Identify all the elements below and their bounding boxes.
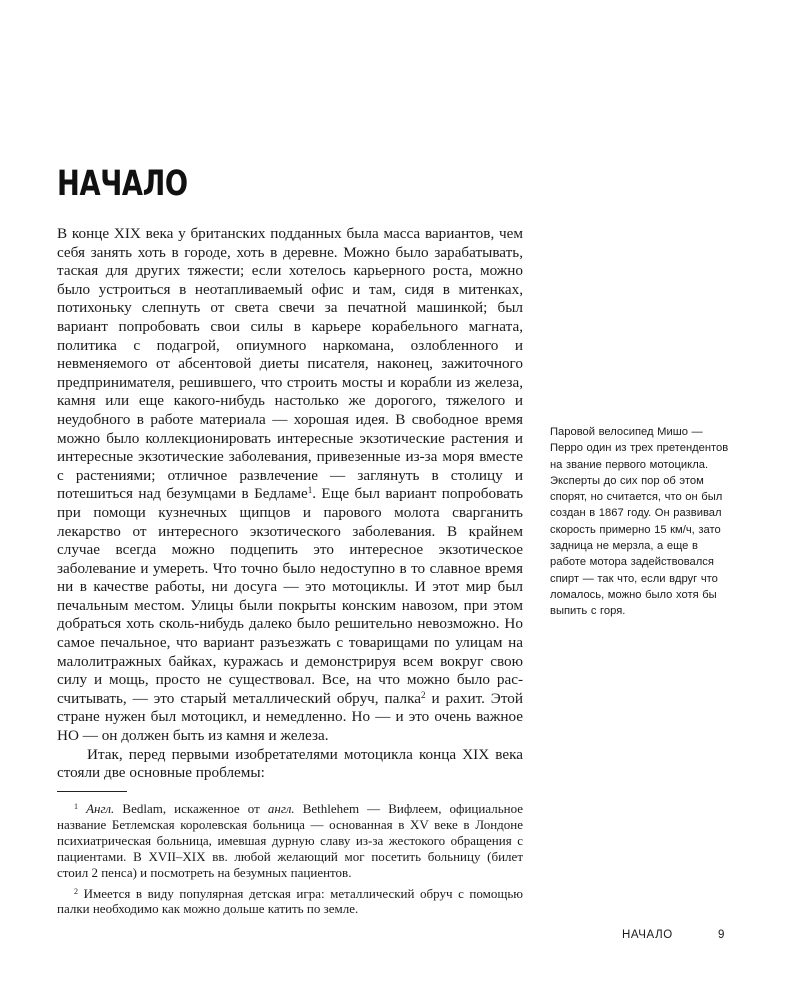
page-number: 9 (718, 929, 725, 941)
paragraph (57, 225, 523, 746)
footnote-text: Bedlam, искаженное от (114, 801, 268, 816)
page-footer (622, 929, 725, 941)
paragraph: Итак, перед первыми изобретателями мотоцикла конца XIX века стояли две основные проблемы: (57, 745, 523, 782)
footnote-reference[interactable]: 2 (421, 689, 426, 700)
footnote-italic-text: Англ. (86, 801, 115, 816)
footnote-divider (57, 791, 127, 792)
chapter-title: НАЧАЛО (57, 164, 188, 204)
footnote-number: 1 (74, 802, 78, 811)
footnotes (57, 801, 523, 922)
running-head: НАЧАЛО (622, 929, 673, 941)
margin-note: Паровой велосипед Мишо — Перро один из трех претендентов на звание первого мотоцикла. Эксперты до сих пор об этом спорят, но считается, что он был создан в 1867 году. Он развивал скорость примерно 15 км/ч, зато задница не мерзла, а еще в работе мотора задействовался спирт — так что, если вдруг что ломалось, можно было хотя бы выпить с горя. (550, 426, 729, 618)
footnote-reference[interactable]: 1 (307, 485, 313, 496)
footnote-italic-text: англ. (267, 801, 295, 816)
footnote-item (57, 886, 523, 918)
footnote-item (57, 801, 523, 881)
paragraph-text: и рахит. Этой стране нужен был мотоцикл, и немедленно. Но — и это очень важное НО — он должен быть из камня и железа. (57, 689, 523, 745)
body-text (57, 225, 523, 783)
paragraph-text: . Еще был вариант попробовать при помощи кузнечных щипцов и парового молота сварганить лекарство от интересного экзотического заболевания. В крайнем случае всегда можно подцепить это интересное экзотическое заболевание и умереть. Что точно было недоступно в то славное время ни в качестве работы, ни досуга — это мотоциклы. И этот мир был печальным местом. Улицы были покрыты конским навозом, при этом добраться хоть сколь-нибудь далеко было решительно невозможно. Но самое печальное, что вариант разъезжать с товарищами по улицам на малолитражных байках, куражась и демонстрируя всем вокруг свою силу и мощь, просто не существовал. Все, на что можно было рассчитывать, — это старый металлический обруч, палка (57, 485, 524, 707)
footnote-text: Bethlehem — Вифлеем, официальное название Бетлемская королевская больница — основанная в XV веке в Лондоне психиатрическая больница, имевшая дурную славу из-за жестокого обращения с пациентами. В XVII–XIX вв. любой желающий мог посетить больницу (билет стоил 2 пенса) и посмотреть на безумных пациентов. (57, 801, 524, 880)
footnote-number: 2 (74, 886, 78, 896)
paragraph-text: В конце XIX века у британских подданных была масса вариантов, чем себя занять хоть в городе, хоть в деревне. Можно было зарабатывать, таская для других тяжести; если хотелось карьерного роста, можно было устроиться в неотапливаемый офис и там, сидя в митенках, потихоньку слепнуть от света свечи за печатной машинкой; был вариант попробовать свои силы в карьере корабельного магната, политика с подагрой, опиумного наркомана, озлобленного и невменяемого от абсентовой диеты писателя, наконец, зажиточного предпринимателя, решившего, что строить мосты и корабли из железа, камня или еще какого-нибудь настолько же дорогого, тяжелого и неудобного в работе материала — хорошая идея. В свободное время можно было коллекционировать интересные экзотические растения и интересные экзотические заболевания, привезенные из-за моря вместе с растениями; отличное развлечение — заглянуть в столицу и потешиться над безумцами в Бедламе (57, 225, 523, 503)
footnote-text: Имеется в виду популярная детская игра: металлический обруч с помощью палки необходимо как можно дольше катить по земле. (57, 885, 524, 917)
